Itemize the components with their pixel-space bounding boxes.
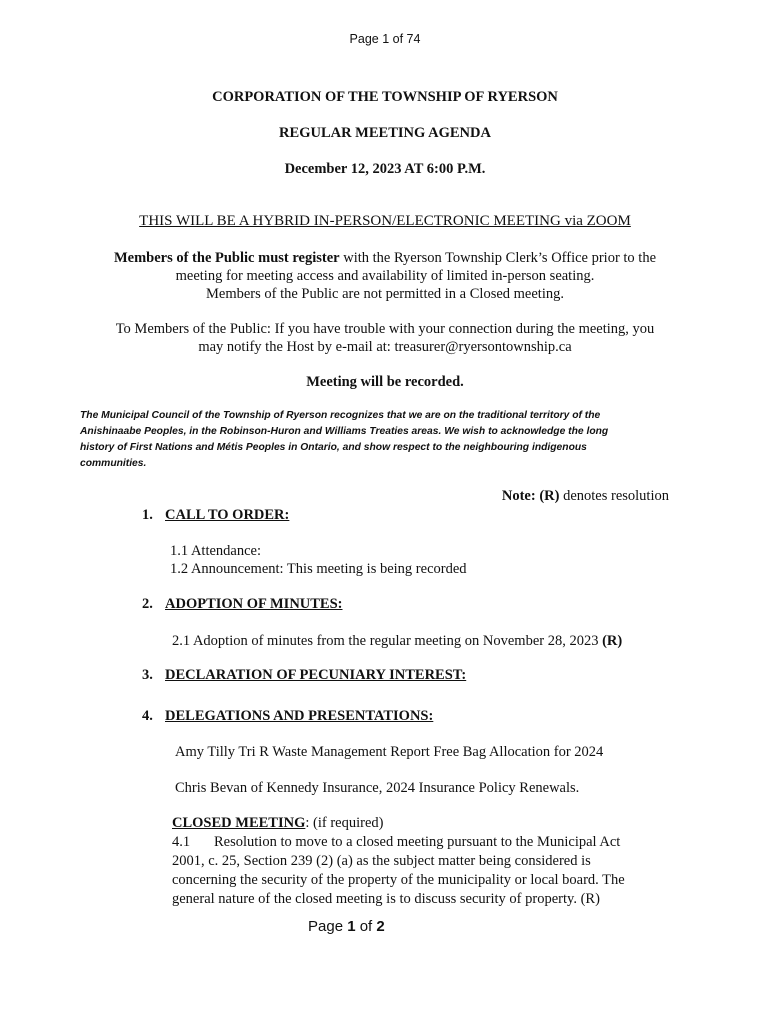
acknowledgement-line: Anishinaabe Peoples, in the Robinson-Huron and Williams Treaties areas. We wish to acknowledge the long [80,426,609,437]
item-number: 1. [142,507,153,523]
note-label: Note: [501,488,536,504]
closed-resolution-line: 2001, c. 25, Section 239 (2) (a) as the subject matter being considered is [172,853,591,869]
acknowledgement-line: history of First Nations and Métis Peoples in Ontario, and show respect to the neighbouring indigenous [80,442,587,453]
subitem-text: 2.1 Adoption of minutes from the regular meeting on November 28, 2023 [172,633,603,649]
closed-resolution-line: Resolution to move to a closed meeting pursuant to the Municipal Act [214,834,621,850]
delegation-entry: Chris Bevan of Kennedy Insurance, 2024 Insurance Policy Renewals. [175,780,580,796]
resolution-marker: (R) [602,633,623,649]
delegation-entry: Amy Tilly Tri R Waste Management Report Free Bag Allocation for 2024 [175,744,604,760]
registration-text-line1: with the Ryerson Township Clerk’s Office prior to the [339,250,657,266]
meeting-type-title: REGULAR MEETING AGENDA [279,125,491,141]
closed-resolution-line: general nature of the closed meeting is to discuss security of property. (R) [172,891,600,907]
registration-notice [60,249,710,303]
connection-help-line2: may notify the Host by e-mail at: treasurer@ryersontownship.ca [198,339,572,355]
note-r-marker: (R) [539,488,560,504]
item-number: 3. [142,667,153,683]
registration-text-line2: meeting for meeting access and availability of limited in-person seating. [175,268,595,284]
footer-page-current: 1 [347,918,356,935]
agenda-subitem [172,632,622,650]
note-text: denotes resolution [559,488,669,504]
section-heading-delegations: DELEGATIONS AND PRESENTATIONS: [165,708,434,724]
section-heading-call-to-order: CALL TO ORDER: [165,507,290,523]
footer-page-of: of [355,918,377,935]
connection-help-line1: To Members of the Public: If you have trouble with your connection during the meeting, you [115,321,655,337]
land-acknowledgement [80,408,660,472]
registration-text-line3: Members of the Public are not permitted in a Closed meeting. [206,286,564,302]
organization-title: CORPORATION OF THE TOWNSHIP OF RYERSON [212,89,558,105]
closed-meeting-note: : (if required) [305,815,384,831]
closed-item-number: 4.1 [172,834,191,850]
acknowledgement-line: The Municipal Council of the Township of Ryerson recognizes that we are on the traditional territory of the [80,410,601,421]
item-number: 4. [142,708,153,724]
section-heading-adoption-of-minutes: ADOPTION OF MINUTES: [165,596,343,612]
footer-page-total: 2 [376,918,385,935]
agenda-subitem: 1.1 Attendance: [170,543,262,559]
item-number: 2. [142,596,153,612]
recording-notice: Meeting will be recorded. [306,374,464,390]
footer-page-word: Page [308,918,348,935]
page-indicator: Page 1 of 74 [349,32,421,46]
closed-meeting-block [172,814,662,909]
closed-meeting-heading: CLOSED MEETING [172,815,306,831]
meeting-date-time: December 12, 2023 AT 6:00 P.M. [284,161,486,177]
connection-help-notice [60,320,710,356]
acknowledgement-line: communities. [80,458,147,469]
agenda-subitem: 1.2 Announcement: This meeting is being recorded [170,561,467,577]
closed-resolution-line: concerning the security of the property of the municipality or local board. The [172,872,625,888]
hybrid-meeting-notice: THIS WILL BE A HYBRID IN-PERSON/ELECTRONIC MEETING via ZOOM [139,213,631,229]
resolution-note [502,488,669,505]
section-heading-pecuniary-interest: DECLARATION OF PECUNIARY INTEREST: [165,667,467,683]
footer-page-number [308,918,385,935]
registration-bold-text: Members of the Public must register [113,250,340,266]
